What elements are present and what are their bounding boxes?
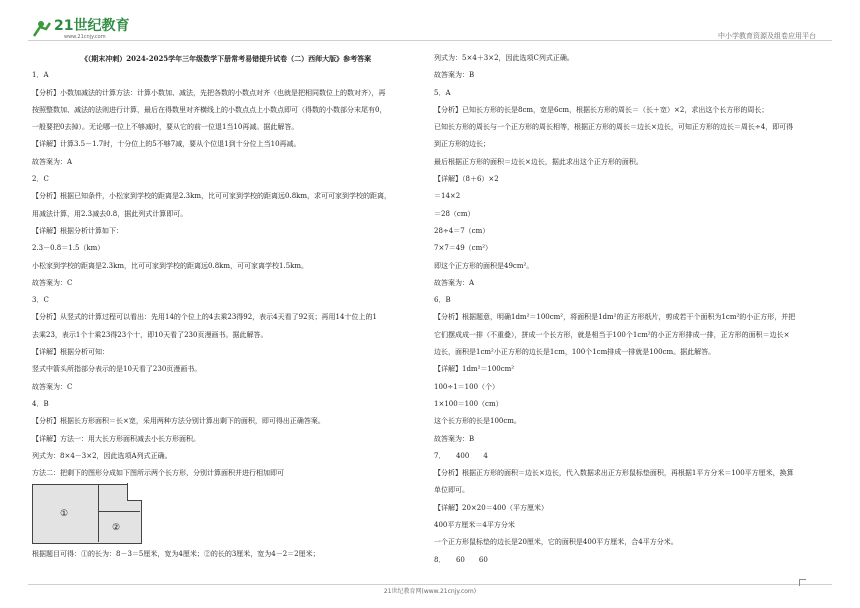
text-line: 2．C <box>32 175 49 184</box>
text-line: 列式为：8×4－3×2，因此选项A列式正确。 <box>32 451 172 460</box>
text-line: 【详解】方法一：用大长方形面积减去小长方形面积。 <box>32 434 200 443</box>
text-line: 8． 60 60 <box>434 555 488 564</box>
text-line: 到正方形的边长； <box>434 140 490 149</box>
figure-divider-vertical <box>98 484 99 542</box>
text-line: 【分析】小数加减法的计算方法：计算小数加、减法，先把各数的小数点对齐（也就是把相同数位上的数对齐），再 <box>32 88 386 97</box>
text-line: 故答案为：B <box>434 71 475 80</box>
text-line: 故答案为：B <box>434 434 475 443</box>
text-line: 【详解】20×20＝400（平方厘米） <box>434 503 549 512</box>
text-line: 【分析】根据正方形的面积＝边长×边长，代入数据求出正方形鼠标垫面积，再根据1平方分米＝100平方厘米，换算 <box>434 469 794 478</box>
text-line: 已知长方形的周长与一个正方形的周长相等，根据正方形的周长＝边长×边长，可知正方形的边长＝周长÷4，即可得 <box>434 123 794 132</box>
logo <box>30 14 150 40</box>
text-line: 边长，面积是1cm²小正方形的边长是1cm，100个1cm排成一排就是100cm。据此解答。 <box>434 348 716 357</box>
text-line: 故答案为：C <box>32 278 73 287</box>
text-line: 单位即可。 <box>434 486 469 495</box>
text-line: 故答案为：A <box>32 157 73 166</box>
text-line: 竖式中箭头所指部分表示的是10天看了230页漫画书。 <box>32 365 202 374</box>
header-divider <box>28 40 832 41</box>
text-line: 方法二：把剩下的图形分成如下图所示两个长方形，分别计算面积并进行相加即可 <box>32 469 284 478</box>
text-line: 3．C <box>32 296 49 305</box>
text-line: 列式为：5×4＋3×2，因此选项C列式正确。 <box>434 54 574 62</box>
text-line: 5．A <box>434 88 451 97</box>
text-line: 【分析】根据已知条件，小松家到学校的距离是2.3km，比可可家到学校的距离远0.8km，求可可家到学校的距离， <box>32 192 392 201</box>
text-line: 【分析】已知长方形的长是8cm，宽是6cm，根据长方形的周长＝（长＋宽）×2，求出这个长方形的周长； <box>434 105 769 114</box>
text-line: 400平方厘米＝4平方分米 <box>434 521 515 530</box>
figure-outer-shape <box>32 484 142 544</box>
footer-divider <box>28 584 832 585</box>
text-line: 7×7＝49（cm²） <box>434 244 493 253</box>
figure-label-2: ② <box>112 523 121 534</box>
text-line: 小松家到学校的距离是2.3km，比可可家到学校的距离远0.8km，可可家离学校1.5km。 <box>32 261 309 270</box>
text-line: 【详解】（8＋6）×2 <box>434 175 499 184</box>
figure-label-1: ① <box>60 509 69 520</box>
text-line: 7． 400 4 <box>434 451 488 460</box>
text-line: ＝28（cm） <box>434 209 475 218</box>
platform-name: 中小学教育资源及组卷应用平台 <box>718 32 816 40</box>
logo-text: 21世纪教育 <box>54 18 130 34</box>
text-line: 去乘23，表示1个十乘23得23个十，即10天看了230页漫画书。据此解答。 <box>32 330 268 339</box>
text-line: 这个长方形的长是100cm。 <box>434 417 521 426</box>
text-line: 【详解】计算3.5－1.7时，十分位上的5不够7减，要从个位退1到十分位上当10再减。 <box>32 140 301 149</box>
text-line: 28÷4＝7（cm） <box>434 226 490 235</box>
text-line: 根据题目可得：①的长为：8－3＝5厘米，宽为4厘米；②的长的3厘米，宽为4－2＝2厘米； <box>32 550 320 559</box>
text-line: 6．B <box>434 296 451 305</box>
right-column <box>434 50 834 569</box>
text-line: 用减法计算，用2.3减去0.8，据此列式计算即可。 <box>32 209 188 218</box>
text-line: 一般要把0去掉）。无论哪一位上不够减时，要从它的前一位退1当10再减。据此解答。 <box>32 123 299 132</box>
text-line: 【详解】根据分析可知： <box>32 348 109 357</box>
page-corner-mark <box>799 579 806 586</box>
text-line: 2.3－0.8＝1.5（km） <box>32 244 105 253</box>
text-line: 故答案为：A <box>434 278 475 287</box>
text-line: 1．A <box>32 71 49 80</box>
left-column <box>32 50 420 564</box>
text-line: 按照整数加、减法的法则进行计算，最后在得数里对齐横线上的小数点点上小数点即可（得数的小数部分末尾有0， <box>32 105 387 114</box>
text-line: 【详解】根据分析计算如下： <box>32 226 123 235</box>
text-line: 4．B <box>32 399 49 408</box>
logo-url: www.21cnjy.com <box>64 34 106 40</box>
text-line: 一个正方形鼠标垫的边长是20厘米，它的面积是400平方厘米，合4平方分米。 <box>434 538 678 547</box>
text-line: 100÷1＝100（个） <box>434 382 500 391</box>
text-line: ＝14×2 <box>434 192 461 201</box>
text-line: 即这个正方形的面积是49cm²。 <box>434 261 534 270</box>
document-title: 《（期末冲刺）2024-2025学年三年级数学下册常考易错提升试卷（二）西师大版》参考答案 <box>80 54 372 63</box>
text-line: 最后根据正方形的面积＝边长×边长，据此求出这个正方形的面积。 <box>434 157 643 166</box>
text-line: 故答案为：C <box>32 382 73 391</box>
text-line: 1×100＝100（cm） <box>434 399 503 408</box>
footer-text: 21世纪教育网(www.21cnjy.com) <box>383 588 477 595</box>
rectangle-figure <box>32 484 420 546</box>
text-line: 【详解】1dm²＝100cm² <box>434 365 515 374</box>
text-line: 它们摆成成一排（不重叠），拼成一个长方形，就是相当于100个1cm²的小正方形排成一排，正方形的面积＝边长× <box>434 330 790 339</box>
text-line: 【分析】根据长方形面积＝长×宽，采用两种方法分别计算出剩下的面积，即可得出正确答案。 <box>32 417 325 426</box>
text-line: 【分析】从竖式的计算过程可以看出：先用14的个位上的4去乘23得92，表示4天看了92页；再用14十位上的1 <box>32 313 377 322</box>
figure-divider-horizontal <box>98 511 140 512</box>
text-line: 【分析】根据题意，明确1dm²＝100cm²，将面积是1dm²的正方形纸片，剪成若干个面积为1cm²的小正方形，并把 <box>434 313 796 322</box>
figure-cutout <box>127 483 142 501</box>
